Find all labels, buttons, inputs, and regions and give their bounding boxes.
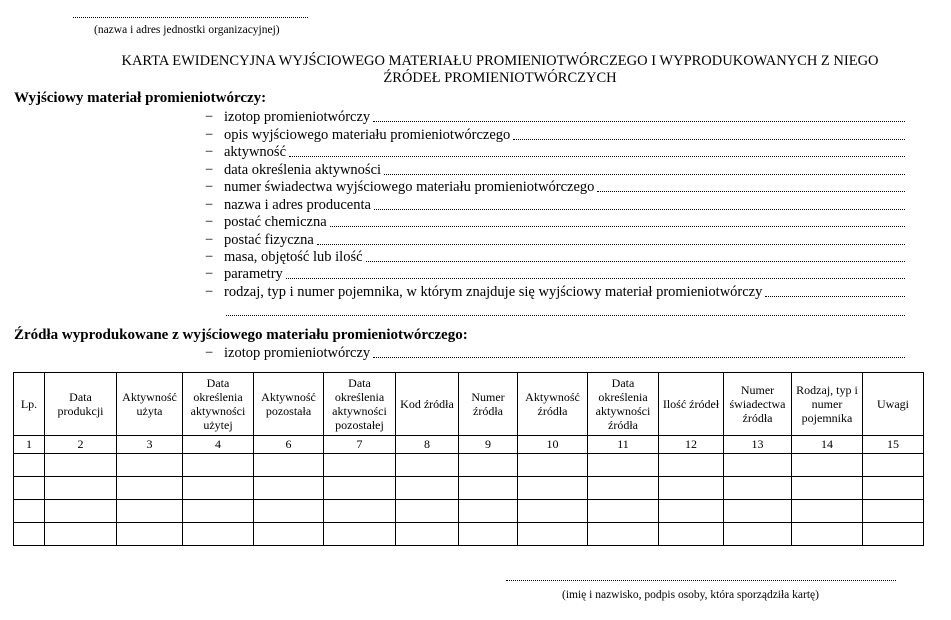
column-header: Data produkcji <box>45 373 117 436</box>
table-cell[interactable] <box>45 500 117 523</box>
table-cell[interactable] <box>518 523 588 546</box>
container-field-continuation-line[interactable] <box>226 315 905 316</box>
form-field-fill-line[interactable] <box>286 278 905 279</box>
table-cell[interactable] <box>863 500 924 523</box>
table-row <box>14 477 924 500</box>
form-field-label: izotop promieniotwórczy <box>224 109 371 125</box>
form-field <box>205 179 905 196</box>
column-number: 1 <box>14 436 45 454</box>
column-header: Aktywność źródła <box>518 373 588 436</box>
form-field-fill-line[interactable] <box>765 296 905 297</box>
signature-caption: (imię i nazwisko, podpis osoby, która sporządziła kartę) <box>562 589 819 601</box>
table-cell[interactable] <box>324 500 396 523</box>
form-field <box>205 232 905 249</box>
form-field-fill-line[interactable] <box>597 191 905 192</box>
table-row <box>14 523 924 546</box>
column-number-row <box>14 436 924 454</box>
table-cell[interactable] <box>792 477 863 500</box>
table-cell[interactable] <box>324 454 396 477</box>
dash-bullet: − <box>205 109 214 125</box>
dash-bullet: − <box>205 345 214 361</box>
form-field <box>205 266 905 283</box>
dash-bullet: − <box>205 144 214 160</box>
table-row <box>14 454 924 477</box>
column-header: Lp. <box>14 373 45 436</box>
form-field-label: parametry <box>224 266 283 282</box>
form-field-fill-line[interactable] <box>513 139 905 140</box>
form-field-fill-line[interactable] <box>373 357 905 358</box>
signature-line[interactable] <box>506 580 896 581</box>
page-title <box>60 53 940 87</box>
table-cell[interactable] <box>14 454 45 477</box>
column-number: 12 <box>659 436 724 454</box>
form-field-label: opis wyjściowego materiału promieniotwórczego <box>224 127 511 143</box>
form-field-label: rodzaj, typ i numer pojemnika, w którym znajduje się wyjściowy materiał promieniotwórczy <box>224 284 763 300</box>
column-number: 3 <box>117 436 183 454</box>
column-number: 7 <box>324 436 396 454</box>
table-cell[interactable] <box>396 523 459 546</box>
table-cell[interactable] <box>459 523 518 546</box>
table-cell[interactable] <box>518 454 588 477</box>
table-cell[interactable] <box>254 477 324 500</box>
table-cell[interactable] <box>659 454 724 477</box>
form-field-fill-line[interactable] <box>384 174 905 175</box>
form-field <box>205 162 905 179</box>
table-cell[interactable] <box>518 500 588 523</box>
column-number: 11 <box>588 436 659 454</box>
column-number: 4 <box>183 436 254 454</box>
table-cell[interactable] <box>254 454 324 477</box>
form-field <box>205 197 905 214</box>
table-cell[interactable] <box>863 454 924 477</box>
table-cell[interactable] <box>459 454 518 477</box>
table-cell[interactable] <box>254 500 324 523</box>
form-field-label: izotop promieniotwórczy <box>224 345 371 361</box>
form-field <box>205 109 905 126</box>
table-cell[interactable] <box>588 477 659 500</box>
table-cell[interactable] <box>659 523 724 546</box>
dash-bullet: − <box>205 214 214 230</box>
form-field <box>205 144 905 161</box>
form-field <box>205 214 905 231</box>
form-field-label: postać fizyczna <box>224 232 314 248</box>
table-cell[interactable] <box>863 523 924 546</box>
table-header-row <box>14 373 924 436</box>
org-name-line[interactable] <box>73 17 308 18</box>
column-number: 2 <box>45 436 117 454</box>
table-cell[interactable] <box>183 500 254 523</box>
table-cell[interactable] <box>459 477 518 500</box>
form-field-label: aktywność <box>224 144 287 160</box>
section-heading-produced-sources: Źródła wyprodukowane z wyjściowego materiału promieniotwórczego: <box>14 327 468 343</box>
column-number: 13 <box>724 436 792 454</box>
form-field <box>205 284 905 301</box>
column-header: Kod źródła <box>396 373 459 436</box>
column-header: Numer źródła <box>459 373 518 436</box>
table-cell[interactable] <box>45 523 117 546</box>
table-cell[interactable] <box>518 477 588 500</box>
form-field <box>205 345 905 362</box>
column-number: 10 <box>518 436 588 454</box>
form-field-fill-line[interactable] <box>330 226 905 227</box>
form-field-fill-line[interactable] <box>374 209 905 210</box>
table-cell[interactable] <box>45 454 117 477</box>
org-name-caption: (nazwa i adres jednostki organizacyjnej) <box>94 24 280 36</box>
dash-bullet: − <box>205 162 214 178</box>
form-field <box>205 249 905 266</box>
form-field-label: numer świadectwa wyjściowego materiału promieniotwórczego <box>224 179 595 195</box>
table-cell[interactable] <box>396 454 459 477</box>
table-cell[interactable] <box>459 500 518 523</box>
table-cell[interactable] <box>659 500 724 523</box>
form-field-fill-line[interactable] <box>373 121 905 122</box>
form-field <box>205 127 905 144</box>
column-header: Data określenia aktywności źródła <box>588 373 659 436</box>
column-header: Ilość źródeł <box>659 373 724 436</box>
table-cell[interactable] <box>396 500 459 523</box>
form-field-fill-line[interactable] <box>317 244 905 245</box>
table-cell[interactable] <box>324 477 396 500</box>
form-field-label: postać chemiczna <box>224 214 327 230</box>
column-header: Data określenia aktywności pozostałej <box>324 373 396 436</box>
column-header: Numer świadectwa źródła <box>724 373 792 436</box>
column-header: Data określenia aktywności użytej <box>183 373 254 436</box>
column-header: Aktywność użyta <box>117 373 183 436</box>
form-field-label: nazwa i adres producenta <box>224 197 371 213</box>
table-cell[interactable] <box>588 454 659 477</box>
section-heading-source-material: Wyjściowy materiał promieniotwórczy: <box>14 90 267 106</box>
dash-bullet: − <box>205 232 214 248</box>
table-cell[interactable] <box>183 477 254 500</box>
column-header: Uwagi <box>863 373 924 436</box>
dash-bullet: − <box>205 266 214 282</box>
column-number: 8 <box>396 436 459 454</box>
title-line-1: KARTA EWIDENCYJNA WYJŚCIOWEGO MATERIAŁU PROMIENIOTWÓRCZEGO I WYPRODUKOWANYCH Z NIEGO <box>121 53 879 69</box>
column-header: Rodzaj, typ i numer pojemnika <box>792 373 863 436</box>
column-number: 14 <box>792 436 863 454</box>
form-field-label: masa, objętość lub ilość <box>224 249 363 265</box>
records-table <box>13 372 924 546</box>
table-cell[interactable] <box>396 477 459 500</box>
table-cell[interactable] <box>724 477 792 500</box>
dash-bullet: − <box>205 127 214 143</box>
table-cell[interactable] <box>117 477 183 500</box>
table-cell[interactable] <box>724 523 792 546</box>
column-header: Aktywność pozostała <box>254 373 324 436</box>
table-cell[interactable] <box>792 500 863 523</box>
column-number: 9 <box>459 436 518 454</box>
table-cell[interactable] <box>324 523 396 546</box>
table-cell[interactable] <box>588 500 659 523</box>
title-line-2: ŹRÓDEŁ PROMIENIOTWÓRCZYCH <box>383 70 617 86</box>
form-field-fill-line[interactable] <box>366 261 905 262</box>
dash-bullet: − <box>205 249 214 265</box>
dash-bullet: − <box>205 179 214 195</box>
table-cell[interactable] <box>117 454 183 477</box>
table-cell[interactable] <box>254 523 324 546</box>
table-cell[interactable] <box>724 500 792 523</box>
table-cell[interactable] <box>117 523 183 546</box>
table-cell[interactable] <box>724 454 792 477</box>
table-cell[interactable] <box>183 523 254 546</box>
dash-bullet: − <box>205 197 214 213</box>
table-row <box>14 500 924 523</box>
form-field-label: data określenia aktywności <box>224 162 382 178</box>
table-cell[interactable] <box>117 500 183 523</box>
dash-bullet: − <box>205 284 214 300</box>
table-cell[interactable] <box>588 523 659 546</box>
form-field-fill-line[interactable] <box>289 156 905 157</box>
table-cell[interactable] <box>14 500 45 523</box>
table-cell[interactable] <box>45 477 117 500</box>
table-cell[interactable] <box>659 477 724 500</box>
table-cell[interactable] <box>183 454 254 477</box>
table-cell[interactable] <box>863 477 924 500</box>
table-cell[interactable] <box>14 523 45 546</box>
table-cell[interactable] <box>792 454 863 477</box>
table-cell[interactable] <box>792 523 863 546</box>
column-number: 15 <box>863 436 924 454</box>
column-number: 6 <box>254 436 324 454</box>
table-cell[interactable] <box>14 477 45 500</box>
